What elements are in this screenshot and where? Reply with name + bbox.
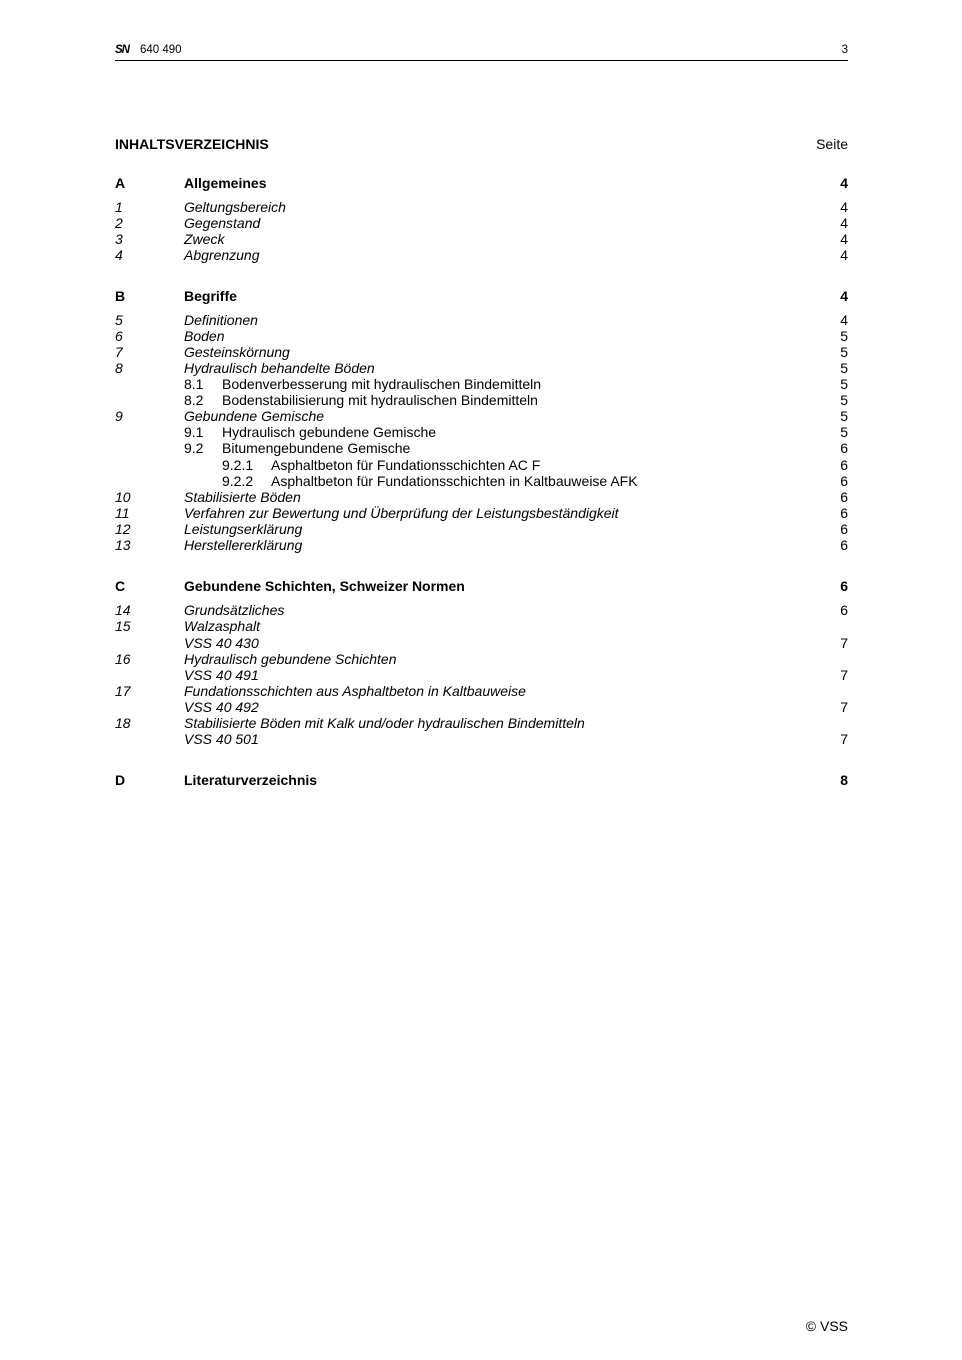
toc-page: 4 xyxy=(840,288,848,304)
toc-number: 8.1 xyxy=(184,376,204,392)
toc-entry-norm[interactable] xyxy=(0,699,962,716)
toc-entry[interactable] xyxy=(0,344,962,361)
toc-entry[interactable] xyxy=(0,715,962,732)
toc-title-text: VSS 40 501 xyxy=(184,731,259,747)
toc-title-text: Gebundene Schichten, Schweizer Normen xyxy=(184,578,465,594)
toc-number: 9.2 xyxy=(184,440,204,456)
toc-page: 7 xyxy=(840,635,848,651)
toc-subentry[interactable] xyxy=(0,440,962,457)
toc-title-text: Bodenstabilisierung mit hydraulischen Bindemitteln xyxy=(222,392,538,408)
toc-page: 4 xyxy=(840,175,848,191)
toc-number: 6 xyxy=(115,328,123,344)
toc-subsubentry[interactable] xyxy=(0,473,962,490)
toc-title-text: Zweck xyxy=(184,231,225,247)
toc-subentry[interactable] xyxy=(0,424,962,441)
toc-entry[interactable] xyxy=(0,199,962,216)
toc-subsubentry[interactable] xyxy=(0,457,962,474)
toc-page: 4 xyxy=(840,199,848,215)
toc-number: 1 xyxy=(115,199,123,215)
toc-number: 14 xyxy=(115,602,131,618)
toc-subentry[interactable] xyxy=(0,376,962,393)
page-header xyxy=(115,43,848,61)
toc-title-text: Leistungserklärung xyxy=(184,521,303,537)
toc-title-text: Asphaltbeton für Fundationsschichten in Kaltbauweise AFK xyxy=(271,473,638,489)
toc-entry[interactable] xyxy=(0,328,962,345)
toc-title-text: Hydraulisch gebundene Gemische xyxy=(222,424,437,440)
toc-title-text: Hydraulisch behandelte Böden xyxy=(184,360,375,376)
toc-title-text: Allgemeines xyxy=(184,175,267,191)
toc-title-text: Stabilisierte Böden mit Kalk und/oder hydraulischen Bindemitteln xyxy=(184,715,585,731)
toc-entry[interactable] xyxy=(0,360,962,377)
toc-entry[interactable] xyxy=(0,602,962,619)
toc-number: 8.2 xyxy=(184,392,204,408)
toc-title-text: Literaturverzeichnis xyxy=(184,772,318,788)
toc-page: 6 xyxy=(840,602,848,618)
toc-entry[interactable] xyxy=(0,215,962,232)
toc-entry-norm[interactable] xyxy=(0,731,962,748)
toc-number: 18 xyxy=(115,715,131,731)
toc-title-text: Asphaltbeton für Fundationsschichten AC F xyxy=(271,457,541,473)
toc-page: 5 xyxy=(840,328,848,344)
toc-entry[interactable] xyxy=(0,505,962,522)
toc-entry[interactable] xyxy=(0,537,962,554)
toc-entry[interactable] xyxy=(0,683,962,700)
toc-title-text: Fundationsschichten aus Asphaltbeton in Kaltbauweise xyxy=(184,683,526,699)
toc-page: 5 xyxy=(840,360,848,376)
toc-title-text: Walzasphalt xyxy=(184,618,261,634)
toc-number: 5 xyxy=(115,312,123,328)
toc-number: 4 xyxy=(115,247,123,263)
toc-title-text: Boden xyxy=(184,328,225,344)
toc-title-text: Gesteinskörnung xyxy=(184,344,290,360)
toc-page: 7 xyxy=(840,667,848,683)
toc-number: D xyxy=(115,772,126,788)
toc-number: 9.2.1 xyxy=(222,457,254,473)
toc-title-text: Begriffe xyxy=(184,288,237,304)
toc-number: 10 xyxy=(115,489,131,505)
toc-number: 11 xyxy=(115,505,130,521)
page-column-label: Seite xyxy=(816,136,848,152)
toc-title-text: Grundsätzliches xyxy=(184,602,285,618)
toc-title-text: Stabilisierte Böden xyxy=(184,489,301,505)
toc-entry-norm[interactable] xyxy=(0,667,962,684)
toc-page: 4 xyxy=(840,247,848,263)
toc-title-text: Gegenstand xyxy=(184,215,261,231)
toc-page: 8 xyxy=(840,772,848,788)
toc-title-text: VSS 40 491 xyxy=(184,667,259,683)
toc-entry[interactable] xyxy=(0,489,962,506)
toc-entry-norm[interactable] xyxy=(0,635,962,652)
toc-title-text: Gebundene Gemische xyxy=(184,408,325,424)
document-number: 640 490 xyxy=(140,44,182,56)
toc-page: 6 xyxy=(840,457,848,473)
toc-number: 3 xyxy=(115,231,123,247)
toc-page: 5 xyxy=(840,424,848,440)
toc-subentry[interactable] xyxy=(0,392,962,409)
toc-number: A xyxy=(115,175,126,191)
toc-page: 6 xyxy=(840,537,848,553)
toc-entry[interactable] xyxy=(0,247,962,264)
toc-page: 4 xyxy=(840,215,848,231)
toc-title-text: Geltungsbereich xyxy=(184,199,286,215)
toc-number: 13 xyxy=(115,537,131,553)
toc-page: 5 xyxy=(840,392,848,408)
toc-number: C xyxy=(115,578,126,594)
toc-number: 9.2.2 xyxy=(222,473,254,489)
toc-page: 6 xyxy=(840,473,848,489)
page-number: 3 xyxy=(841,44,848,56)
toc-title-text: Hydraulisch gebundene Schichten xyxy=(184,651,397,667)
toc-page: 5 xyxy=(840,376,848,392)
toc-number: 9 xyxy=(115,408,123,424)
toc-page: 5 xyxy=(840,408,848,424)
toc-number: 7 xyxy=(115,344,123,360)
toc-number: 8 xyxy=(115,360,123,376)
toc-page: 6 xyxy=(840,489,848,505)
toc-title-text: VSS 40 430 xyxy=(184,635,259,651)
toc-number: 9.1 xyxy=(184,424,204,440)
toc-title-text: Verfahren zur Bewertung und Überprüfung der Leistungsbeständigkeit xyxy=(184,505,619,521)
toc-title-text: Abgrenzung xyxy=(184,247,260,263)
copyright-footer: © VSS xyxy=(805,1318,848,1334)
toc-page: 6 xyxy=(840,578,848,594)
sn-logo: SN xyxy=(115,44,129,56)
toc-page: 7 xyxy=(840,699,848,715)
toc-number: 2 xyxy=(115,215,123,231)
toc-title: INHALTSVERZEICHNIS xyxy=(115,136,269,152)
toc-page: 4 xyxy=(840,231,848,247)
toc-page: 7 xyxy=(840,731,848,747)
toc-title-text: Bodenverbesserung mit hydraulischen Bindemitteln xyxy=(222,376,542,392)
toc-title-text: VSS 40 492 xyxy=(184,699,259,715)
toc-entry[interactable] xyxy=(0,312,962,329)
toc-title-text: Definitionen xyxy=(184,312,258,328)
toc-entry[interactable] xyxy=(0,521,962,538)
toc-number: 16 xyxy=(115,651,131,667)
toc-number: B xyxy=(115,288,126,304)
toc-section-c[interactable] xyxy=(0,578,962,595)
toc-section-d[interactable] xyxy=(0,772,962,789)
toc-page: 5 xyxy=(840,344,848,360)
toc-page: 6 xyxy=(840,521,848,537)
toc-title-text: Herstellererklärung xyxy=(184,537,303,553)
toc-section-a[interactable] xyxy=(0,175,962,192)
toc-entry[interactable] xyxy=(0,618,962,635)
toc-page: 6 xyxy=(840,505,848,521)
toc-section-b[interactable] xyxy=(0,288,962,305)
toc-title-text: Bitumengebundene Gemische xyxy=(222,440,411,456)
toc-entry[interactable] xyxy=(0,231,962,248)
toc-number: 15 xyxy=(115,618,131,634)
toc-entry[interactable] xyxy=(0,651,962,668)
toc-number: 12 xyxy=(115,521,131,537)
toc-page: 4 xyxy=(840,312,848,328)
toc-entry[interactable] xyxy=(0,408,962,425)
toc-page: 6 xyxy=(840,440,848,456)
toc-number: 17 xyxy=(115,683,131,699)
